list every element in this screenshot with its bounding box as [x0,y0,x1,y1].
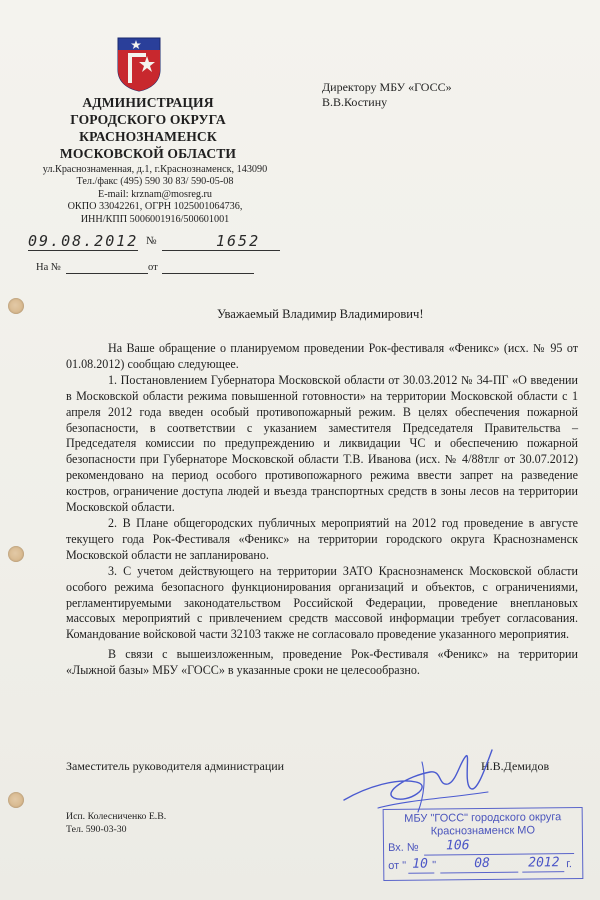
body-paragraph: 2. В Плане общегородских публичных мероприятий на 2012 год проведение в августе текущего года Рок-Фестиваля «Феникс» на территории городского округа Краснознаменск Московской области не запланировано. [66,515,578,562]
number-underline [162,250,280,251]
number-sign: № [146,235,157,247]
org-name-line: ГОРОДСКОГО ОКРУГА [70,112,226,127]
sender-address: ул.Краснознаменная, д.1, г.Краснознаменск, 143090 [42,164,268,175]
sender-contacts [20,164,290,226]
stamp-month: 08 [474,855,490,872]
sender-phone: Тел./факс (495) 590 30 83/ 590-05-08 [76,176,234,188]
reference-number-line [66,273,148,274]
body-paragraph: На Ваше обращение о планируемом проведении Рок-фестиваля «Феникс» (исх. № 95 от 01.08.2012) сообщаю следующее. [66,341,578,371]
stamp-day-line [408,873,434,874]
incoming-registration-stamp [383,807,584,881]
stamp-year: 2012 [528,855,560,871]
body-paragraph: 3. С учетом действующего на территории ЗАТО Краснознаменск Московской области особого режима безопасного функционирования организаций и объектов, с ограничениями, регламентируемыми законодательством Российской Федерации, проведение внеплановых массовых мероприятий с привлечением средств массовой информации требует согласования. Командование войсковой части 32103 также не согласовало проведение указанного мероприятия. [66,563,578,642]
addressee [322,80,452,109]
addressee-position: Директору МБУ «ГОСС» [322,80,452,94]
punch-hole-bottom [8,792,24,808]
stamp-month-line [440,872,518,874]
executor-phone: Тел. 590-03-30 [66,824,127,835]
reference-number-label: На № [36,262,61,273]
stamp-number-label: Вх. № [387,841,419,854]
stamp-city-line: Краснознаменск МО [430,824,536,838]
executor-name: Исп. Колесниченко Е.В. [66,811,167,822]
reference-date-label: от [148,262,158,273]
stamp-quote: " [432,859,437,872]
addressee-name: В.В.Костину [322,94,388,109]
registration-date: 09.08.2012 [28,232,139,250]
org-name-line: МОСКОВСКОЙ ОБЛАСТИ [59,146,237,161]
stamp-incoming-number: 106 [445,838,470,854]
stamp-date-row [388,855,578,875]
signer-position: Заместитель руководителя администрации [66,759,285,773]
sender-okpo: ОКПО 33042261, ОГРН 1025001064736, [67,201,243,213]
punch-hole-top [8,298,24,314]
reference-date-line [162,273,254,274]
stamp-year-line [522,871,564,872]
registration-number: 1652 [216,232,261,250]
stamp-day: 10 [412,856,428,872]
executor-info [66,810,166,836]
city-emblem-icon [116,36,162,92]
registration-row [28,232,288,252]
org-name-line: КРАСНОЗНАМЕНСК [79,129,217,144]
reference-row [36,262,296,278]
org-name-line: АДМИНИСТРАЦИЯ [82,95,214,110]
stamp-org-line: МБУ "ГОСС" городского округа [404,811,562,825]
body-paragraph: 1. Постановлением Губернатора Московской области от 30.03.2012 № 34-ПГ «О введении в Московской области режима повышенной готовности» на территории Московской области с 1 апреля 2012 года введен особый противопожарный режим. В целях обеспечения пожарной безопасности, в соответствии с указанием заместителя Председателя Правительства – Председателя комиссии по предупреждению и ликвидации ЧС и обеспечению пожарной безопасности при Губернаторе Московской области Т.В. Иванова (исх. № 4/88тлг от 30.07.2012) рекомендовано на период особого противопожарного режима ввести запрет на разведение костров, ограничение доступа людей и въезда транспортных средств в зоны лесов на территории Московской области. [66,372,578,515]
letter-body [66,341,578,679]
stamp-year-suffix: г. [566,858,573,871]
sender-inn: ИНН/КПП 5006001916/500601001 [80,213,230,225]
sender-org-name [40,94,256,162]
sender-email: E-mail: krznam@mosreg.ru [97,188,213,200]
greeting: Уважаемый Владимир Владимирович! [217,307,424,321]
body-paragraph: В связи с вышеизложенным, проведение Рок-Фестиваля «Феникс» на территории «Лыжной базы» МБУ «ГОСС» в указанные сроки не целесообразно. [66,647,578,678]
punch-hole-middle [8,546,24,562]
stamp-date-label: от " [388,859,407,872]
date-underline [28,250,138,251]
signer-name: Н.В.Демидов [481,759,550,773]
